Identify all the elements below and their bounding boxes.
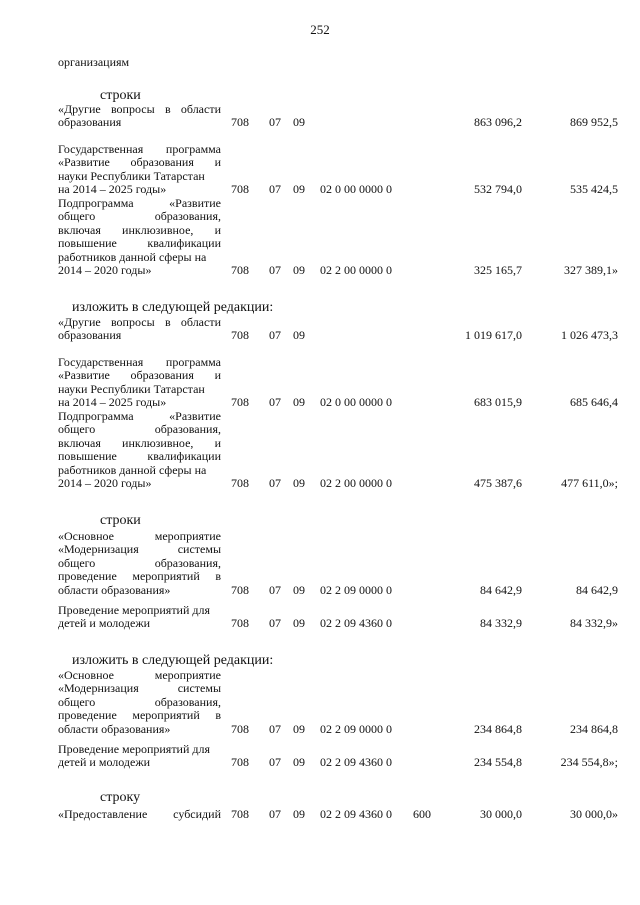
ministry-code: 708 [231,328,249,343]
amount-year-1: 325 165,7 [474,262,522,277]
ministry-code: 708 [231,755,249,770]
row-name-line: включая инклюзивное, и [58,222,221,237]
row-name-line: общего образования, [58,555,221,570]
row-name-line: проведение мероприятий в [58,708,221,723]
subsection-code: 09 [293,616,305,631]
section-code: 07 [269,395,281,410]
amount-year-2: 535 424,5 [570,182,618,197]
section-heading: изложить в следующей редакции: [72,300,274,315]
section-code: 07 [269,755,281,770]
row-name [58,356,221,410]
table-row [58,530,618,597]
amount-year-2: 685 646,4 [570,395,618,410]
row-name-line: «Основное мероприятие [58,529,221,543]
section-code: 07 [269,262,281,277]
section-code: 07 [269,721,281,736]
table-row [58,356,618,410]
section-code: 07 [269,115,281,130]
row-name-line: образования [58,115,122,130]
amount-year-1: 234 554,8 [474,755,522,770]
row-name-line: «Модернизация системы [58,542,221,557]
target-article-code: 02 2 09 0000 0 [320,582,392,597]
row-name [58,143,221,197]
amount-year-2: 234 864,8 [570,721,618,736]
row-name-line: Проведение мероприятий для [58,603,211,617]
table-row [58,316,618,343]
table-row [58,103,618,130]
row-name-line: повышение квалификации [58,449,221,464]
section-code: 07 [269,616,281,631]
ministry-code: 708 [231,395,249,410]
amount-year-2: 234 554,8»; [560,755,618,770]
target-article-code: 02 2 09 4360 0 [320,806,392,821]
row-name-line: науки Республики Татарстан [58,381,205,396]
row-name-line: 2014 – 2020 годы» [58,263,152,278]
row-name-line: Подпрограмма «Развитие [58,409,221,423]
ministry-code: 708 [231,721,249,736]
row-name-line: общего образования, [58,422,221,437]
row-name-line: области образования» [58,582,171,597]
section-code: 07 [269,806,281,821]
row-name-line: детей и молодежи [58,616,151,631]
subsection-code: 09 [293,395,305,410]
amount-year-1: 1 019 617,0 [465,328,522,343]
row-name [58,316,221,343]
target-article-code: 02 2 09 4360 0 [320,616,392,631]
ministry-code: 708 [231,806,249,821]
ministry-code: 708 [231,182,249,197]
row-name-line: работников данной сферы на [58,462,207,477]
row-name-line: Проведение мероприятий для [58,742,211,756]
subsection-code: 09 [293,182,305,197]
row-name-line: на 2014 – 2025 годы» [58,182,167,197]
amount-year-1: 475 387,6 [474,475,522,490]
subsection-code: 09 [293,328,305,343]
target-article-code: 02 2 09 0000 0 [320,721,392,736]
table-row [58,197,618,277]
row-name-line: «Другие вопросы в области [58,315,221,329]
table-row [58,410,618,490]
target-article-code: 02 0 00 0000 0 [320,395,392,410]
section-heading: строки [100,88,141,103]
row-name-line: области образования» [58,721,171,736]
row-name-line: «Развитие образования и [58,155,221,170]
row-name-line: «Модернизация системы [58,681,221,696]
row-name [58,197,221,277]
section-code: 07 [269,582,281,597]
row-name-line: образования [58,328,122,343]
amount-year-1: 84 332,9 [480,616,522,631]
table-row [58,743,618,770]
amount-year-2: 84 642,9 [576,582,618,597]
subsection-code: 09 [293,475,305,490]
row-name [58,103,221,130]
table-row [58,808,618,821]
page-number: 252 [310,22,330,37]
row-name [58,604,221,631]
amount-year-2: 84 332,9» [570,616,618,631]
row-name-line: проведение мероприятий в [58,569,221,584]
subsection-code: 09 [293,755,305,770]
subsection-code: 09 [293,115,305,130]
subsection-code: 09 [293,721,305,736]
subsection-code: 09 [293,582,305,597]
amount-year-1: 84 642,9 [480,582,522,597]
row-name-line: Государственная программа [58,142,221,156]
table-row [58,143,618,197]
row-name [58,530,221,597]
row-name [58,743,221,770]
row-name [58,669,221,736]
section-code: 07 [269,328,281,343]
row-name-line: на 2014 – 2025 годы» [58,395,167,410]
lead-text: организациям [58,55,130,69]
subsection-code: 09 [293,806,305,821]
row-name-line: работников данной сферы на [58,249,207,264]
row-name-line: «Развитие образования и [58,368,221,383]
target-article-code: 02 2 00 0000 0 [320,262,392,277]
ministry-code: 708 [231,582,249,597]
amount-year-1: 30 000,0 [480,806,522,821]
section-heading: строку [100,790,141,805]
amount-year-1: 532 794,0 [474,182,522,197]
ministry-code: 708 [231,616,249,631]
row-name-line: повышение квалификации [58,236,221,251]
ministry-code: 708 [231,115,249,130]
amount-year-2: 1 026 473,3 [561,328,618,343]
row-name-line: включая инклюзивное, и [58,435,221,450]
amount-year-2: 30 000,0» [570,806,618,821]
row-name-line: общего образования, [58,694,221,709]
amount-year-1: 683 015,9 [474,395,522,410]
row-name-line: общего образования, [58,209,221,224]
target-article-code: 02 2 00 0000 0 [320,475,392,490]
table-row [58,669,618,736]
row-name-line: Государственная программа [58,355,221,369]
amount-year-1: 863 096,2 [474,115,522,130]
section-heading: строки [100,513,141,528]
row-name-line: «Основное мероприятие [58,668,221,682]
section-code: 07 [269,182,281,197]
amount-year-1: 234 864,8 [474,721,522,736]
row-name [58,410,221,490]
row-name-line: 2014 – 2020 годы» [58,476,152,491]
amount-year-2: 869 952,5 [570,115,618,130]
row-name-line: науки Республики Татарстан [58,168,205,183]
row-name [58,808,221,821]
target-article-code: 02 2 09 4360 0 [320,755,392,770]
target-article-code: 02 0 00 0000 0 [320,182,392,197]
section-code: 07 [269,475,281,490]
expense-type-code: 600 [413,806,431,821]
amount-year-2: 327 389,1» [564,262,618,277]
table-row [58,604,618,631]
ministry-code: 708 [231,475,249,490]
row-name-line: Подпрограмма «Развитие [58,196,221,210]
subsection-code: 09 [293,262,305,277]
row-name-line: «Другие вопросы в области [58,102,221,116]
section-heading: изложить в следующей редакции: [72,653,274,668]
ministry-code: 708 [231,262,249,277]
row-name-line: «Предоставление субсидий [58,807,221,821]
amount-year-2: 477 611,0»; [561,475,618,490]
row-name-line: детей и молодежи [58,755,151,770]
